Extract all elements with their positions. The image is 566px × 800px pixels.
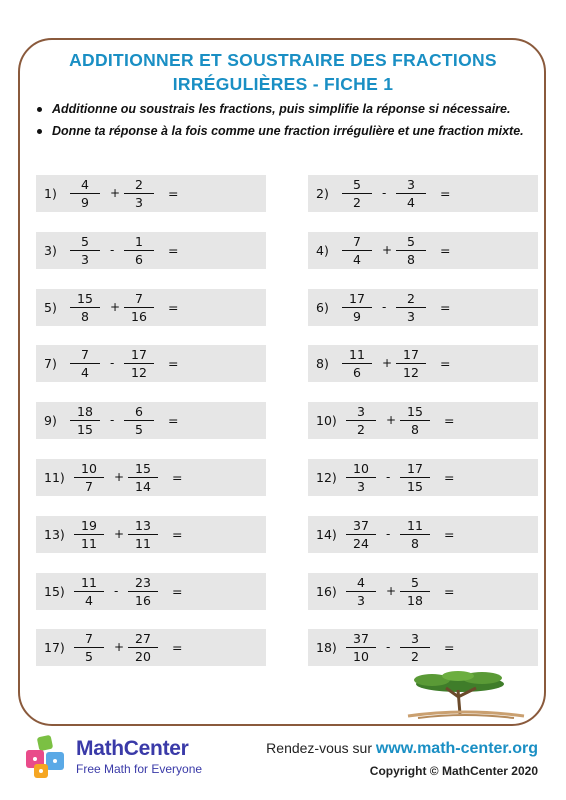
fraction-a (70, 347, 100, 380)
numerator: 11 (74, 575, 104, 592)
denominator: 11 (135, 535, 151, 551)
brand-tagline: Free Math for Everyone (76, 762, 203, 776)
fraction-b (124, 404, 154, 437)
fraction-b (124, 234, 154, 267)
numerator: 23 (128, 575, 158, 592)
operator: + (110, 186, 121, 200)
problem-number: 17) (44, 640, 65, 656)
denominator: 3 (357, 479, 365, 494)
numerator: 37 (346, 631, 376, 648)
problem-box (308, 629, 538, 666)
problem-number: 10) (316, 413, 337, 429)
equals-sign: = (440, 186, 451, 201)
denominator: 10 (353, 649, 369, 665)
numerator: 19 (74, 518, 104, 535)
denominator: 6 (353, 365, 361, 381)
denominator: 24 (353, 535, 369, 551)
denominator: 3 (135, 195, 143, 210)
problem-box (36, 629, 266, 666)
denominator: 16 (131, 308, 147, 324)
equals-sign: = (168, 186, 179, 201)
equals-sign: = (444, 413, 455, 429)
equals-sign: = (172, 640, 183, 656)
fraction-a (74, 631, 104, 664)
numerator: 7 (342, 234, 372, 251)
problem-number: 1) (44, 186, 57, 201)
denominator: 12 (403, 365, 419, 381)
worksheet-title (0, 48, 566, 96)
problem-box (308, 402, 538, 439)
numerator: 7 (124, 291, 154, 308)
problem-number: 15) (44, 583, 65, 599)
numerator: 4 (70, 177, 100, 194)
fraction-b (400, 575, 430, 608)
numerator: 3 (346, 404, 376, 421)
fraction-b (400, 518, 430, 551)
equals-sign: = (444, 640, 455, 656)
denominator: 9 (81, 195, 89, 210)
problem-number: 5) (44, 299, 57, 315)
problem-number: 3) (44, 242, 57, 258)
operator: - (114, 583, 119, 598)
visit-line (266, 740, 538, 758)
equals-sign: = (168, 413, 179, 429)
numerator: 11 (342, 347, 372, 364)
instruction-item: Additionne ou soustrais les fractions, puis simplifie la réponse si nécessaire. (34, 100, 534, 119)
problem-number: 18) (316, 640, 337, 656)
denominator: 15 (407, 479, 423, 494)
denominator: 3 (81, 251, 89, 267)
numerator: 7 (70, 347, 100, 364)
denominator: 6 (135, 251, 143, 267)
denominator: 9 (353, 308, 361, 324)
numerator: 7 (74, 631, 104, 648)
fraction-a (342, 234, 372, 267)
problem-box (308, 516, 538, 553)
denominator: 2 (411, 649, 419, 665)
fraction-a (74, 461, 104, 494)
fraction-a (342, 177, 372, 210)
fraction-a (346, 404, 376, 437)
numerator: 3 (396, 177, 426, 194)
problem-box (36, 402, 266, 439)
equals-sign: = (168, 356, 179, 372)
denominator: 18 (407, 592, 423, 608)
denominator: 2 (353, 195, 361, 210)
fraction-b (128, 461, 158, 494)
fraction-b (124, 347, 154, 380)
problem-box (36, 345, 266, 382)
problem-number: 14) (316, 526, 337, 542)
copyright-text: Copyright © MathCenter 2020 (369, 764, 538, 778)
equals-sign: = (168, 299, 179, 315)
fraction-b (124, 291, 154, 324)
numerator: 5 (396, 234, 426, 251)
mathcenter-dice-logo-icon (24, 734, 72, 780)
operator: - (110, 356, 115, 371)
problem-box (308, 289, 538, 326)
numerator: 1 (124, 234, 154, 251)
operator: - (386, 470, 391, 484)
numerator: 15 (128, 461, 158, 478)
fraction-a (342, 347, 372, 380)
problem-number: 11) (44, 470, 65, 485)
numerator: 37 (346, 518, 376, 535)
fraction-b (124, 177, 154, 210)
operator: + (110, 299, 121, 314)
numerator: 6 (124, 404, 154, 421)
equals-sign: = (168, 242, 179, 258)
problem-box (308, 573, 538, 610)
problem-box (308, 232, 538, 269)
problem-box (36, 459, 266, 496)
numerator: 13 (128, 518, 158, 535)
numerator: 5 (400, 575, 430, 592)
fraction-b (400, 461, 430, 494)
denominator: 8 (81, 308, 89, 324)
acacia-tree-icon (398, 664, 530, 722)
denominator: 16 (135, 592, 151, 608)
denominator: 7 (85, 479, 93, 494)
visit-text: Rendez-vous sur (266, 740, 372, 756)
fraction-a (74, 575, 104, 608)
equals-sign: = (440, 242, 451, 258)
equals-sign: = (440, 356, 451, 372)
numerator: 17 (342, 291, 372, 308)
problem-box (36, 175, 266, 212)
numerator: 17 (400, 461, 430, 478)
equals-sign: = (172, 583, 183, 599)
problem-number: 16) (316, 583, 337, 599)
problem-number: 6) (316, 299, 329, 315)
equals-sign: = (172, 526, 183, 542)
operator: + (386, 583, 397, 598)
denominator: 4 (81, 365, 89, 381)
equals-sign: = (444, 583, 455, 599)
numerator: 27 (128, 631, 158, 648)
numerator: 15 (70, 291, 100, 308)
operator: - (110, 242, 115, 257)
problem-number: 9) (44, 413, 57, 429)
operator: - (382, 299, 387, 314)
denominator: 14 (135, 479, 151, 494)
denominator: 3 (357, 592, 365, 608)
fraction-a (70, 404, 100, 437)
fraction-b (396, 291, 426, 324)
numerator: 15 (400, 404, 430, 421)
denominator: 8 (411, 535, 419, 551)
fraction-b (128, 631, 158, 664)
problem-number: 7) (44, 356, 57, 372)
problem-box (36, 573, 266, 610)
problem-box (36, 289, 266, 326)
denominator: 4 (353, 251, 361, 267)
denominator: 12 (131, 365, 147, 381)
fraction-b (396, 177, 426, 210)
numerator: 10 (74, 461, 104, 478)
denominator: 15 (77, 422, 93, 438)
numerator: 5 (342, 177, 372, 194)
denominator: 8 (407, 251, 415, 267)
fraction-a (70, 234, 100, 267)
operator: + (386, 413, 397, 428)
denominator: 8 (411, 422, 419, 438)
operator: + (382, 242, 393, 257)
fraction-b (396, 347, 426, 380)
denominator: 11 (81, 535, 97, 551)
fraction-a (342, 291, 372, 324)
numerator: 2 (396, 291, 426, 308)
title-line-1: ADDITIONNER ET SOUSTRAIRE DES FRACTIONS (69, 50, 497, 70)
denominator: 20 (135, 649, 151, 665)
fraction-b (400, 404, 430, 437)
operator: + (382, 356, 393, 371)
fraction-a (70, 291, 100, 324)
fraction-a (74, 518, 104, 551)
problem-number: 12) (316, 470, 337, 485)
numerator: 11 (400, 518, 430, 535)
fraction-a (70, 177, 100, 210)
problem-number: 2) (316, 186, 329, 201)
numerator: 4 (346, 575, 376, 592)
operator: - (110, 413, 115, 428)
numerator: 10 (346, 461, 376, 478)
fraction-b (396, 234, 426, 267)
equals-sign: = (444, 470, 455, 485)
fraction-b (128, 575, 158, 608)
problem-box (308, 459, 538, 496)
fraction-a (346, 518, 376, 551)
equals-sign: = (440, 299, 451, 315)
operator: - (386, 526, 391, 541)
problem-box (36, 232, 266, 269)
numerator: 3 (400, 631, 430, 648)
denominator: 2 (357, 422, 365, 438)
denominator: 5 (135, 422, 143, 438)
denominator: 4 (407, 195, 415, 210)
fraction-b (128, 518, 158, 551)
operator: + (114, 470, 125, 484)
equals-sign: = (444, 526, 455, 542)
brand-name: MathCenter (76, 737, 189, 760)
denominator: 3 (407, 308, 415, 324)
problem-box (308, 175, 538, 212)
website-link[interactable]: www.math-center.org (375, 740, 538, 757)
fraction-b (400, 631, 430, 664)
equals-sign: = (172, 470, 183, 485)
instructions-list (34, 100, 534, 144)
title-line-2: IRRÉGULIÈRES - FICHE 1 (172, 74, 394, 94)
numerator: 5 (70, 234, 100, 251)
problem-number: 8) (316, 356, 329, 372)
operator: + (114, 526, 125, 541)
operator: - (382, 186, 387, 200)
numerator: 18 (70, 404, 100, 421)
problem-number: 13) (44, 526, 65, 542)
fraction-a (346, 575, 376, 608)
denominator: 4 (85, 592, 93, 608)
instruction-item: Donne ta réponse à la fois comme une fraction irrégulière et une fraction mixte. (34, 122, 534, 141)
fraction-a (346, 631, 376, 664)
numerator: 17 (124, 347, 154, 364)
denominator: 5 (85, 649, 93, 665)
problem-box (36, 516, 266, 553)
operator: - (386, 640, 391, 655)
numerator: 2 (124, 177, 154, 194)
problem-box (308, 345, 538, 382)
numerator: 17 (396, 347, 426, 364)
operator: + (114, 640, 125, 655)
problem-number: 4) (316, 242, 329, 258)
fraction-a (346, 461, 376, 494)
